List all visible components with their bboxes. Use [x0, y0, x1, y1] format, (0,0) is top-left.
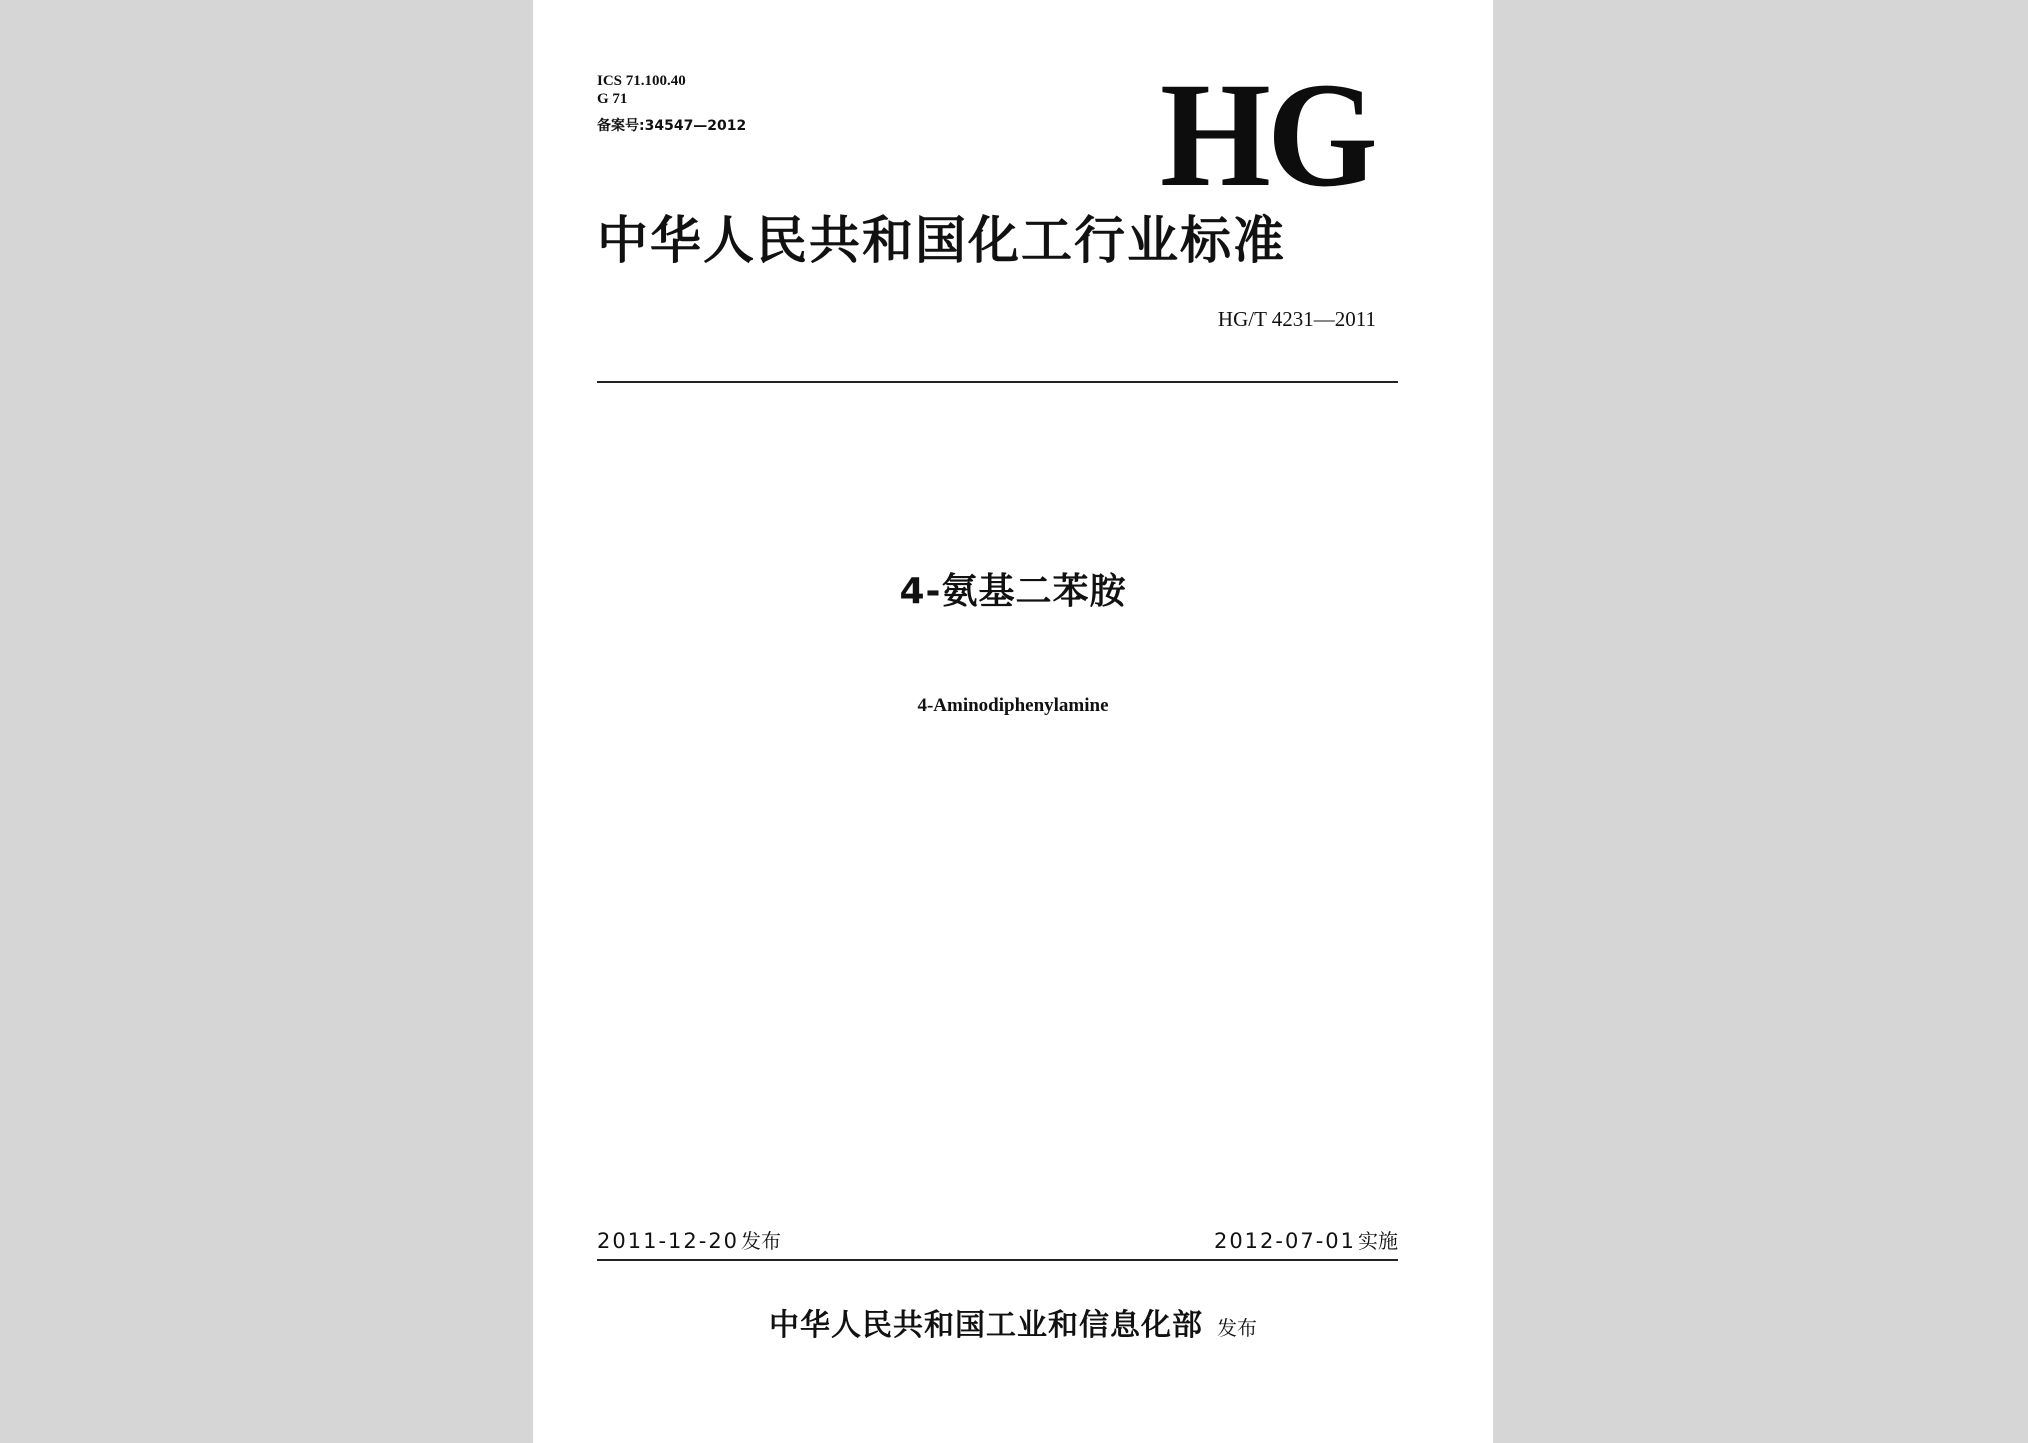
- hg-logo: HG: [1160, 52, 1375, 218]
- ics-code: ICS 71.100.40: [597, 73, 686, 89]
- document-title-cn: 4-氨基二苯胺: [899, 571, 1127, 612]
- record-number: 备案号:34547—2012: [597, 118, 747, 134]
- publisher-name: 中华人民共和国工业和信息化部: [769, 1308, 1203, 1343]
- issue-date-line: [597, 1228, 781, 1254]
- implementation-date: 2012-07-01: [1213, 1229, 1356, 1253]
- implementation-label: 实施: [1358, 1229, 1398, 1253]
- standard-title: 中华人民共和国化工行业标准: [597, 212, 1287, 271]
- publisher-line: [533, 1308, 1493, 1346]
- publisher-action: 发布: [1217, 1316, 1257, 1340]
- ccs-code: G 71: [597, 91, 628, 107]
- issue-date: 2011-12-20: [597, 1229, 740, 1253]
- top-divider: [597, 381, 1398, 383]
- document-title-en: 4-Aminodiphenylamine: [917, 695, 1109, 716]
- document-page: [533, 0, 1493, 1443]
- bottom-divider: [597, 1259, 1398, 1261]
- implementation-date-line: [1214, 1228, 1398, 1254]
- issue-label: 发布: [741, 1229, 782, 1253]
- standard-code: HG/T 4231—2011: [1217, 307, 1376, 331]
